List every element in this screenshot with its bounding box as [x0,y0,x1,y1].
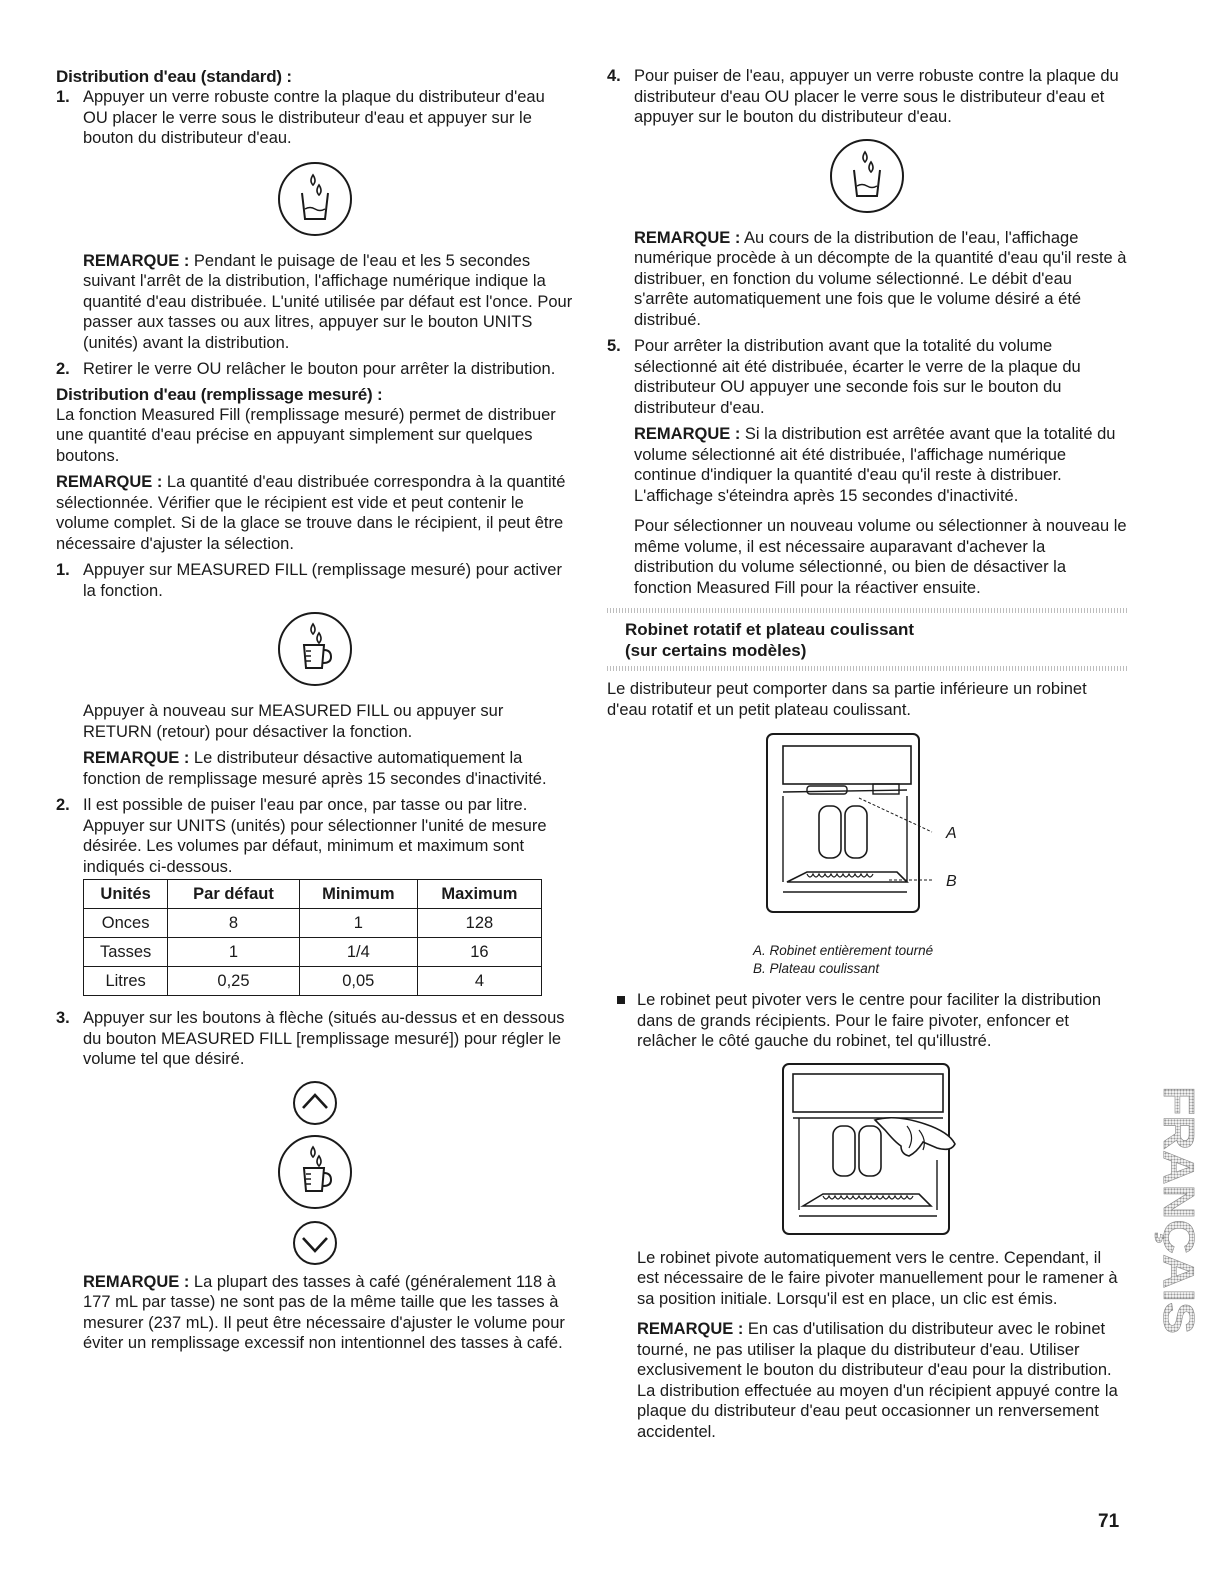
table-cell: 1/4 [299,938,417,967]
step-text: Appuyer un verre robuste contre la plaque du distributeur d'eau OU placer le verre sous le distributeur d'eau et appuyer sur le bouton du distributeur d'eau. [83,88,545,147]
table-header: Unités [84,880,168,909]
table-cell: Onces [84,909,168,938]
step-number: 4. [607,67,621,85]
water-glass-icon [275,159,355,239]
figure-caption [607,942,1127,978]
measured-fill-cup-icon [275,1132,355,1212]
table-cell: 0,25 [168,967,299,996]
note-label: REMARQUE : [637,1320,744,1338]
section-heading-rotating-faucet [607,613,1127,666]
table-header: Minimum [299,880,417,909]
page-number: 71 [1098,1511,1120,1532]
table-row [84,909,542,938]
language-tab-text: FRANÇAIS [1154,1086,1200,1314]
note-text: Au cours de la distribution de l'eau, l'affichage numérique procède à un décompte de la quantité d'eau qu'il reste à distribuer, en fonction du volume sélectionné. Le débit d'eau s'arrête automatiquement une fois que le volume désiré a été distribué. [634,228,1127,329]
step-1-measured [56,560,574,601]
bullet-item [607,990,1127,1052]
water-glass-icon [827,136,907,216]
step-2-measured [56,795,574,877]
bullet-square [617,996,625,1004]
caption-a: A. Robinet entièrement tourné [753,943,934,958]
left-column [56,66,574,1354]
language-tab [1150,1086,1200,1336]
table-row [84,967,542,996]
right-column [607,66,1127,1442]
note-text: Si la distribution est arrêtée avant que la totalité du volume sélectionné ait été distribuée, l'affichage numérique continue d'indiquer la quantité d'eau qu'il reste à distribuer. L'affichage s'éteindra après 15 secondes d'inactivité. [634,425,1116,505]
note-text: Le distributeur désactive automatiquement la fonction de remplissage mesuré après 15 secondes d'inactivité. [83,749,547,788]
step-number: 2. [56,796,70,814]
arrow-up-icon [292,1080,338,1126]
caption-b: B. Plateau coulissant [753,961,880,976]
arrow-down-icon [292,1220,338,1266]
table-cell: 8 [168,909,299,938]
step-text: Pour puiser de l'eau, appuyer un verre robuste contre la plaque du distributeur d'eau OU placer le verre sous le distributeur d'eau et appuyer sur le bouton du distributeur d'eau. [634,67,1119,126]
table-cell: Litres [84,967,168,996]
faucet-auto-rotate: Le robinet pivote automatiquement vers le centre. Cependant, il est nécessaire de le faire pivoter manuellement pour le ramener à sa position initiale. Lorsqu'il est en place, un clic est émis. [637,1248,1118,1308]
note-text: En cas d'utilisation du distributeur avec le robinet tourné, ne pas utiliser la plaque du distributeur d'eau. Utiliser exclusivement le bouton du distributeur d'eau pour la distribution. La distribution effectuée au moyen d'un récipient appuyé contre la plaque du distributeur d'eau peut occasionner un renversement accidentel. [637,1320,1118,1441]
units-table [83,879,542,996]
heading-standard: Distribution d'eau (standard) : [56,67,292,86]
measured-fill-deactivate: Appuyer à nouveau sur MEASURED FILL ou appuyer sur RETURN (retour) pour désactiver la fonction. [83,702,504,741]
dispenser-diagram [607,732,1127,932]
step-1-standard [56,87,574,149]
heading-measured-fill: Distribution d'eau (remplissage mesuré) : [56,384,383,404]
note-label: REMARQUE : [634,228,741,247]
reselect-text: Pour sélectionner un nouveau volume ou sélectionner à nouveau le même volume, il est nécessaire auparavant d'achever la distribution du volume sélectionné, ou bien de désactiver la fonction Measured Fill pour la réactiver ensuite. [634,517,1127,597]
note-standard [56,251,574,354]
note-label: REMARQUE : [83,251,190,270]
step-2-standard [56,359,574,380]
table-cell: 1 [299,909,417,938]
figure-label-a: A [946,825,957,842]
faucet-rotation-diagram [607,1060,1127,1240]
note-label: REMARQUE : [83,749,190,767]
step-4-measured [607,66,1127,128]
figure-label-b: B [946,873,957,890]
note-text: Pendant le puisage de l'eau et les 5 secondes suivant l'arrêt de la distribution, l'affichage numérique indique la quantité d'eau distribuée. L'unité utilisée par défaut est l'once. Pour passer aux tasses ou aux litres, appuyer sur le bouton UNITS (unités) avant la distribution. [83,251,573,352]
table-cell: 4 [417,967,541,996]
table-cell: 16 [417,938,541,967]
step-text: Il est possible de puiser l'eau par once, par tasse ou par litre. Appuyer sur UNITS (unités) pour sélectionner l'unité de mesure désirée. Les volumes par défaut, minimum et maximum sont indiqués ci-dessous. [83,796,547,876]
note-label: REMARQUE : [83,1272,190,1291]
table-header: Par défaut [168,880,299,909]
section-title-line: Robinet rotatif et plateau coulissant [625,620,915,639]
step-text: Appuyer sur les boutons à flèche (situés au-dessus et en dessous du bouton MEASURED FILL [remplissage mesuré]) pour régler le volume tel que désiré. [83,1009,565,1068]
language-tab-graphic [1150,1086,1200,1336]
table-cell: 0,05 [299,967,417,996]
note-text: La quantité d'eau distribuée correspondra à la quantité sélectionnée. Vérifier que le récipient est vide et peut contenir le volume complet. Si de la glace se trouve dans le récipient, il peut être nécessaire d'ajuster la sélection. [56,473,566,553]
step-number: 3. [56,1009,70,1027]
step-text: Pour arrêter la distribution avant que la totalité du volume sélectionné ait été distribuée, écarter le verre de la plaque du distributeur OU appuyer une seconde fois sur le bouton du distributeur d'eau. [634,337,1081,417]
measured-fill-intro: La fonction Measured Fill (remplissage mesuré) permet de distribuer une quantité d'eau précise en appuyant simplement sur quelques boutons. [56,405,556,465]
bullet-text: Le robinet peut pivoter vers le centre pour faciliter la distribution dans de grands récipients. Pour le faire pivoter, enfoncer et relâcher le côté gauche du robinet, tel qu'illustré. [637,991,1102,1050]
step-5-measured [607,336,1127,598]
step-number: 1. [56,88,70,106]
table-cell: 1 [168,938,299,967]
step-number: 5. [607,337,621,355]
faucet-intro: Le distributeur peut comporter dans sa partie inférieure un robinet d'eau rotatif et un petit plateau coulissant. [607,680,1087,719]
step-3-measured [56,1008,574,1070]
step-number: 2. [56,360,70,378]
section-title-line: (sur certains modèles) [625,641,807,660]
note-label: REMARQUE : [56,473,163,491]
table-cell: 128 [417,909,541,938]
step-number: 1. [56,561,70,579]
table-header-row [84,880,542,909]
note-label: REMARQUE : [634,425,741,443]
table-header: Maximum [417,880,541,909]
table-cell: Tasses [84,938,168,967]
dispenser-figure [607,732,1127,932]
step-text: Appuyer sur MEASURED FILL (remplissage mesuré) pour activer la fonction. [83,561,562,600]
table-row [84,938,542,967]
step-text: Retirer le verre OU relâcher le bouton pour arrêter la distribution. [83,360,556,378]
measured-fill-cup-icon [275,609,355,689]
note-text: La plupart des tasses à café (généralement 118 à 177 mL par tasse) ne sont pas de la même taille que les tasses à mesurer (237 mL). Il peut être nécessaire d'ajuster le volume pour éviter un remplissage excessif non intentionnel des tasses à café. [83,1272,565,1352]
